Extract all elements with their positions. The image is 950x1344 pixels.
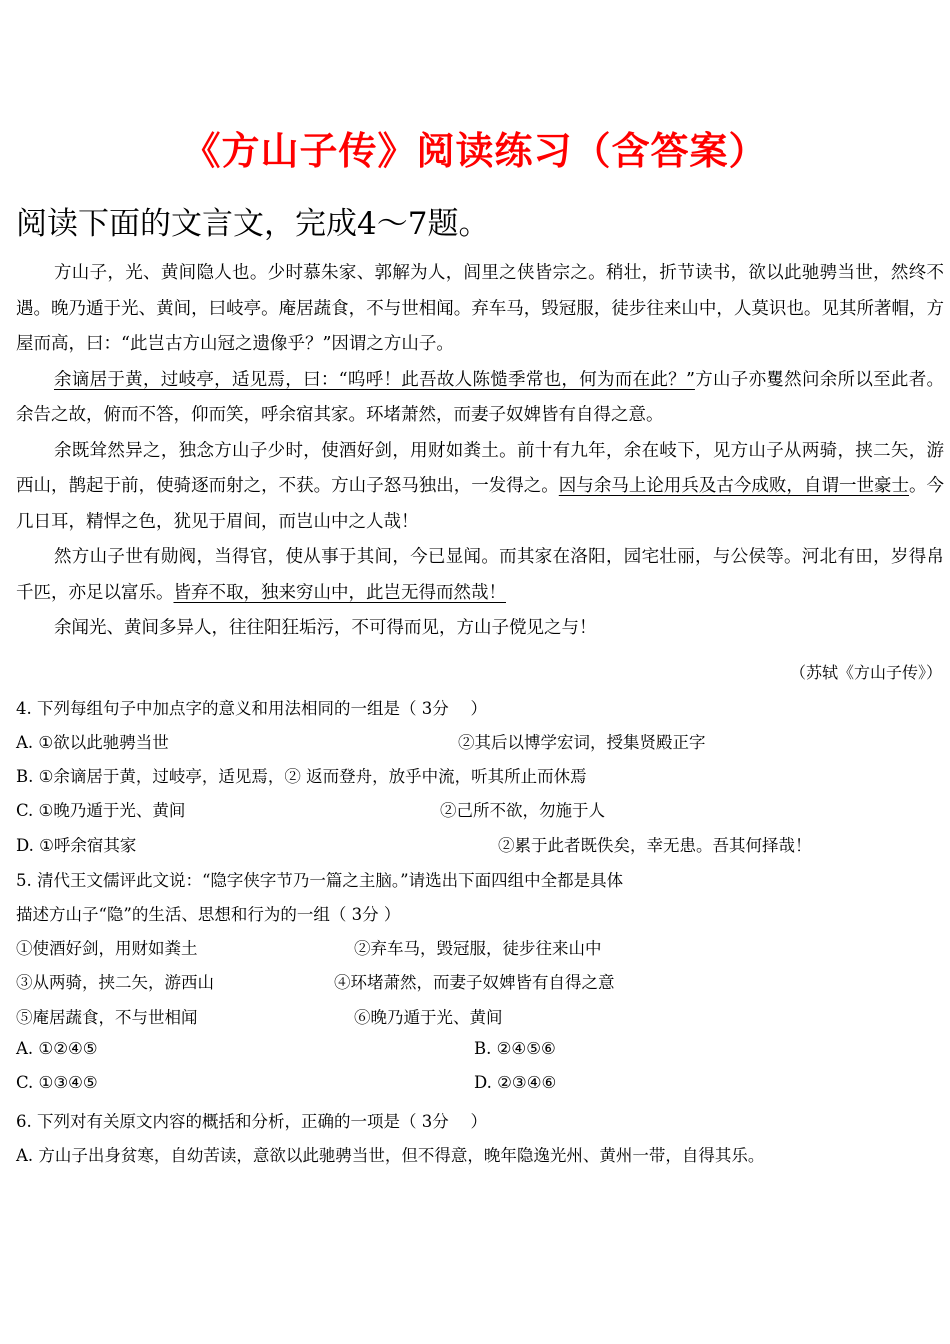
instruction: 阅读下面的文言文，完成4～7题。	[16, 206, 490, 242]
q4-option-a-2: ②其后以博学宏词，授集贤殿正字	[458, 733, 706, 752]
page-title: 《方山子传》阅读练习（含答案）	[182, 128, 768, 173]
q5-item-4: ④环堵萧然，而妻子奴婢皆有自得之意	[334, 973, 615, 992]
paragraph-1: 方山子，光、黄间隐人也。少时慕朱家、郭解为人，闾里之侠皆宗之。稍壮，折节读书，欲以此驰骋当世，然终不遇。晚乃遁于光、黄间，曰岐亭。庵居蔬食，不与世相闻。弃车马，毁冠服，徒步往来山中，人莫识也。见其所著帽，方屋而高，曰：“此岂古方山冠之遗像乎？”因谓之方山子。	[16, 263, 944, 354]
q5-option-b: B. ②④⑤⑥	[474, 1039, 556, 1058]
q4-option-b: B. ①余谪居于黄，过岐亭，适见焉，② 返而登舟，放乎中流，听其所止而休焉	[16, 767, 587, 786]
q4-option-c-1: C. ①晚乃遁于光、黄间	[16, 801, 186, 820]
passage	[16, 256, 944, 647]
question-6-stem: 6. 下列对有关原文内容的概括和分析，正确的一项是（ 3分 ）	[16, 1112, 487, 1131]
question-5-stem-2: 描述方山子“隐”的生活、思想和行为的一组（ 3分 ）	[16, 905, 401, 924]
q4-option-d-2: ②累于此者既佚矣，幸无患。吾其何择哉！	[498, 836, 812, 855]
q4-option-c-2: ②己所不欲，勿施于人	[440, 801, 605, 820]
q5-item-3: ③从两骑，挟二矢，游西山	[16, 973, 214, 992]
paragraph-3-start: 余既耸然异之，独念方山子少时，使酒好剑，用财如粪土。前十有九年，余在岐下，见方山子从两骑，挟二矢，游西山，鹊起于前，使骑逐而射之，不获。方山子怒马独出，一发得之。	[16, 440, 944, 496]
q5-option-d: D. ②③④⑥	[474, 1073, 557, 1092]
q5-option-c: C. ①③④⑤	[16, 1073, 98, 1092]
q5-option-a: A. ①②④⑤	[16, 1039, 98, 1058]
question-5-stem-1: 5. 清代王文儒评此文说：“隐字侠字节乃一篇之主脑。”请选出下面四组中全都是具体	[16, 871, 624, 890]
q5-item-1: ①使酒好剑，用财如粪土	[16, 939, 198, 958]
q6-option-a: A. 方山子出身贫寒，自幼苦读，意欲以此驰骋当世，但不得意，晚年隐逸光州、黄州一带，自得其乐。	[16, 1146, 765, 1165]
paragraph-2-rest: 方山子亦矍然问余所以至此者。余告之故，俯而不答，仰而笑，呼余宿其家。环堵萧然，而妻子奴婢皆有自得之意。	[16, 369, 945, 425]
underlined-sentence: 皆弃不取，独来穷山中，此岂无得而然哉！	[173, 582, 506, 603]
paragraph-4-start: 然方山子世有勋阀，当得官，使从事于其间，今已显闻。而其家在洛阳，园宅壮丽，与公侯等。河北有田，岁得帛千匹，亦足以富乐。	[16, 547, 944, 603]
q4-option-a-1: A. ①欲以此驰骋当世	[16, 733, 169, 752]
q4-option-d-1: D. ①呼余宿其家	[16, 836, 137, 855]
question-4-stem: 4. 下列每组句子中加点字的意义和用法相同的一组是（ 3分 ）	[16, 699, 487, 718]
q5-item-5: ⑤庵居蔬食，不与世相闻	[16, 1008, 198, 1027]
paragraph-3	[16, 434, 944, 541]
paragraph-2	[16, 363, 944, 434]
q5-item-6: ⑥晚乃遁于光、黄间	[354, 1008, 503, 1027]
paragraph-5: 余闻光、黄间多异人，往往阳狂垢污，不可得而见，方山子傥见之与！	[54, 618, 597, 638]
q5-item-2: ②弃车马，毁冠服，徒步往来山中	[354, 939, 602, 958]
paragraph-4	[16, 540, 944, 611]
source-citation: （苏轼《方山子传》）	[789, 663, 942, 682]
underlined-sentence: 余谪居于黄，过岐亭，适见焉，曰：“呜呼！此吾故人陈慥季常也，何为而在此？”	[54, 369, 695, 390]
underlined-sentence: 因与余马上论用兵及古今成败，自谓一世豪士	[558, 476, 909, 496]
paragraph-3-end: 。今几日耳，精悍之色，犹见于眉间，而岂山中之人哉！	[16, 476, 945, 532]
